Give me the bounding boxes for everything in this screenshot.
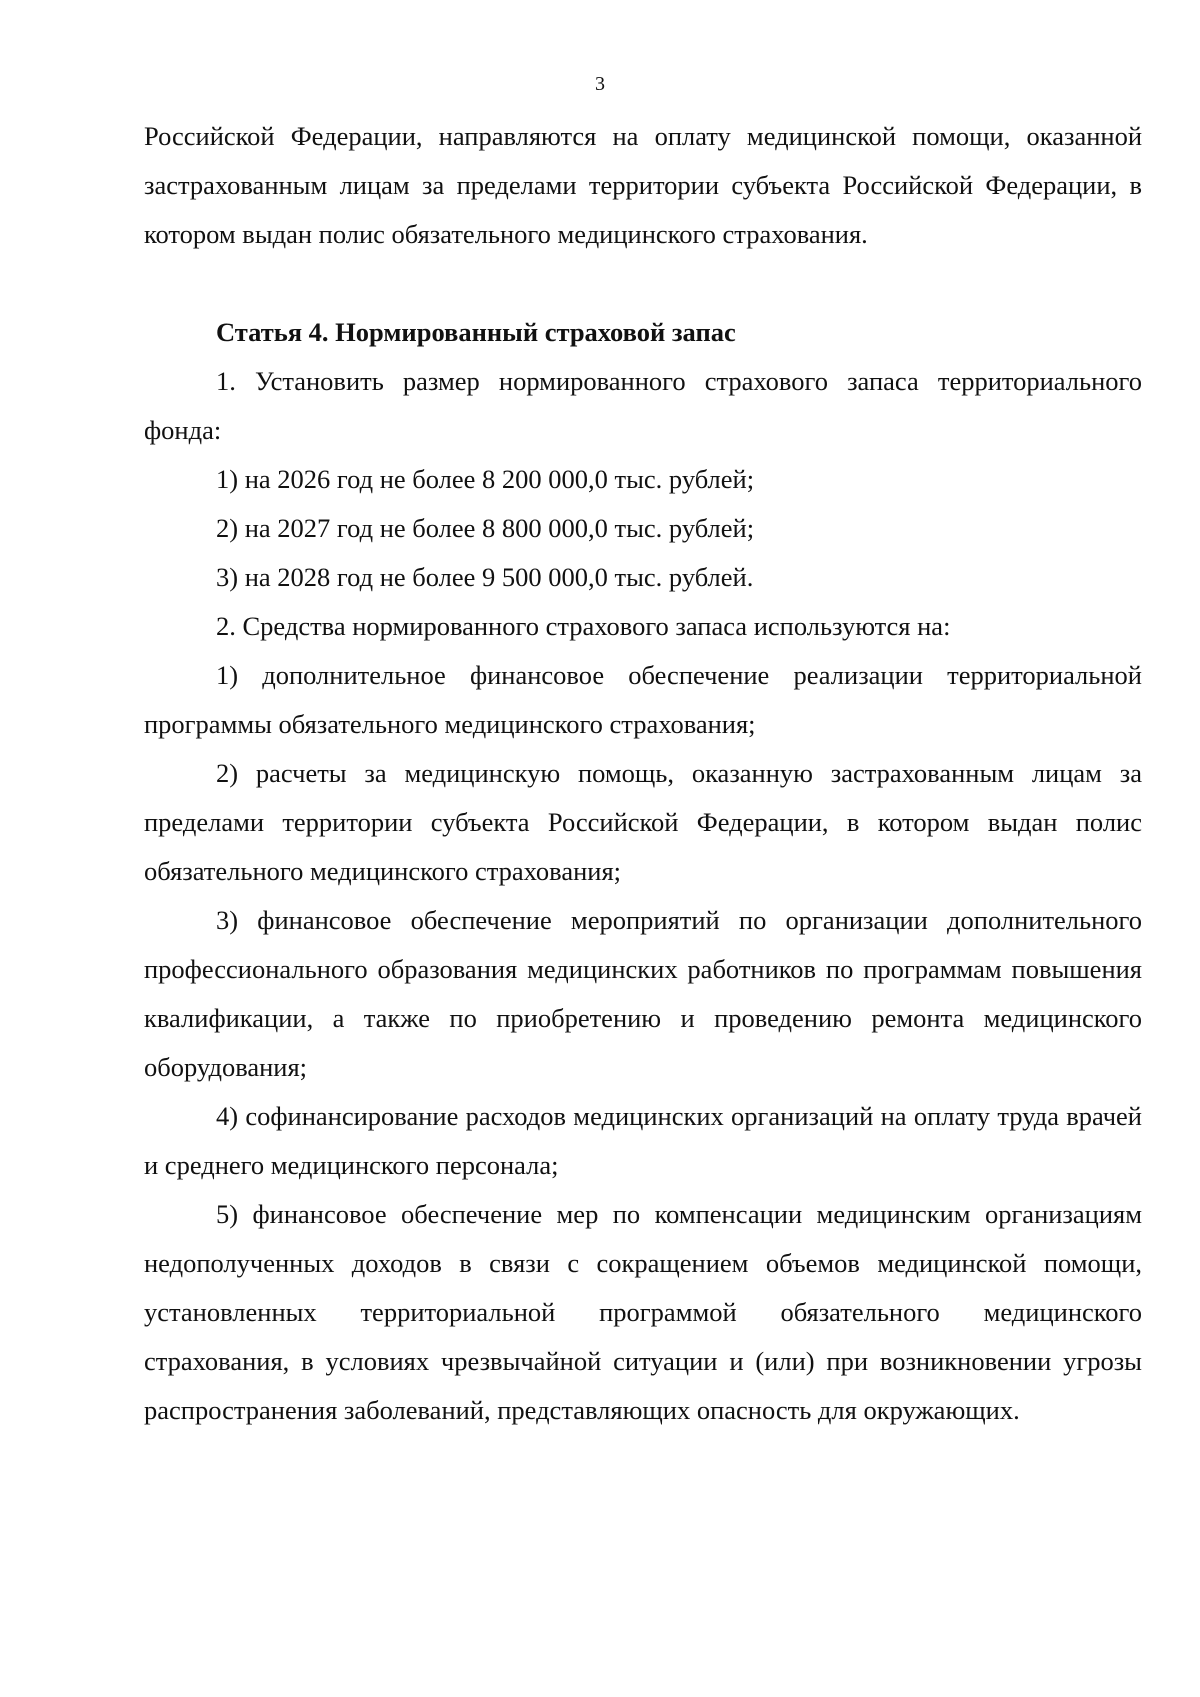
clause-1-intro: 1. Установить размер нормированного страхового запаса территориального фонда: — [144, 366, 1142, 445]
clause-2-item: 5) финансовое обеспечение мер по компенсации медицинским организациям недополученных доходов в связи с сокращением объемов медицинской помощи, установленных территориальной программой обязательного медицинского страхования, в условиях чрезвычайной ситуации и (или) при возникновении угрозы распространения заболеваний, представляющих опасность для окружающих. — [144, 1199, 1142, 1425]
document-body — [144, 112, 1142, 1435]
continuation-paragraph: Российской Федерации, направляются на оплату медицинской помощи, оказанной застрахованным лицам за пределами территории субъекта Российской Федерации, в котором выдан полис обязательного медицинского страхования. — [144, 121, 1142, 249]
clause-2-intro: 2. Средства нормированного страхового запаса используются на: — [216, 611, 951, 641]
clause-2-item: 3) финансовое обеспечение мероприятий по организации дополнительного профессионального образования медицинских работников по программам повышения квалификации, а также по приобретению и проведению ремонта медицинского оборудования; — [144, 905, 1142, 1082]
clause-1-item: 2) на 2027 год не более 8 800 000,0 тыс. рублей; — [216, 513, 755, 543]
article-heading: Статья 4. Нормированный страховой запас — [216, 317, 736, 347]
clause-2-item: 4) софинансирование расходов медицинских организаций на оплату труда врачей и среднего медицинского персонала; — [144, 1101, 1142, 1180]
page-number: 3 — [595, 73, 605, 95]
clause-2-item: 1) дополнительное финансовое обеспечение реализации территориальной программы обязательного медицинского страхования; — [144, 660, 1142, 739]
clause-2-item: 2) расчеты за медицинскую помощь, оказанную застрахованным лицам за пределами территории субъекта Российской Федерации, в котором выдан полис обязательного медицинского страхования; — [144, 758, 1142, 886]
clause-1-item: 3) на 2028 год не более 9 500 000,0 тыс. рублей. — [216, 562, 754, 592]
clause-1-item: 1) на 2026 год не более 8 200 000,0 тыс. рублей; — [216, 464, 755, 494]
